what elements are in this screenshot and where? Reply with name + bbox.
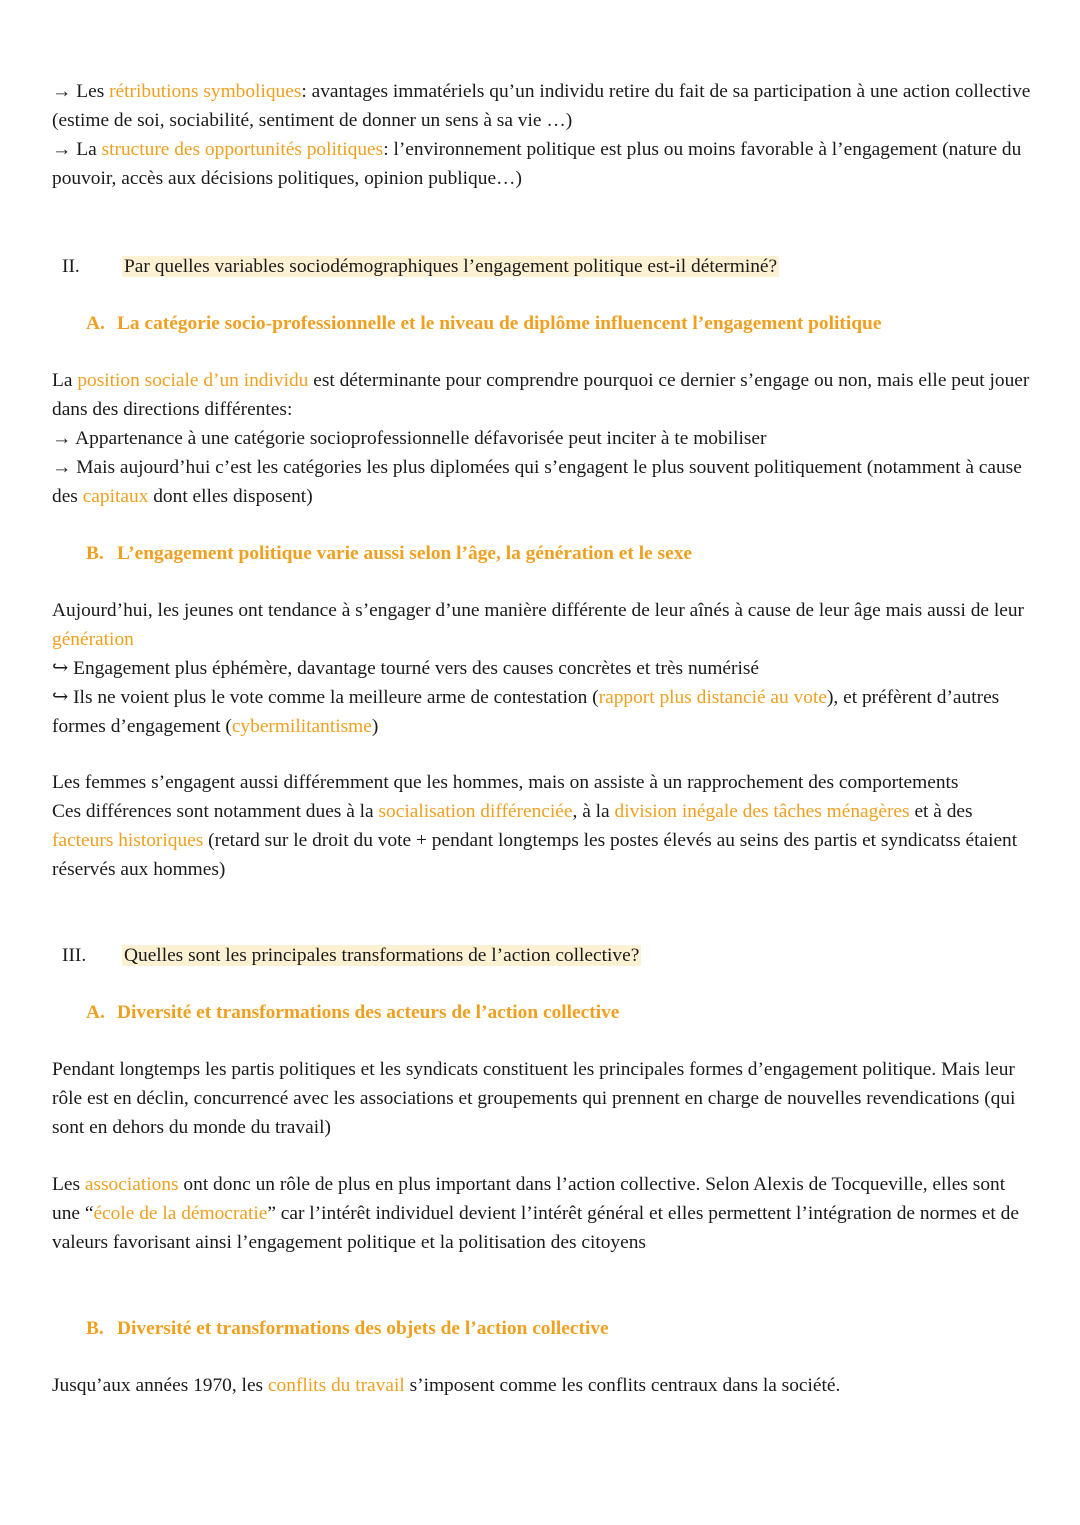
section-number: II. bbox=[62, 256, 80, 277]
intro-paragraph bbox=[52, 77, 1037, 193]
highlight-term: rapport plus distancié au vote bbox=[598, 687, 827, 708]
section-number: III. bbox=[62, 945, 87, 966]
symbolic-rewards-line: → Les rétributions symboliques: avantages immatériels qu’un individu retire du fait de sa participation à une action collective (estime de soi, sociabilité, sentiment de donner un sens à sa vie …) bbox=[52, 81, 1031, 131]
highlight-term: facteurs historiques bbox=[52, 830, 204, 851]
subsection-heading-3b bbox=[86, 1314, 609, 1343]
highlight-term: cybermilitantisme bbox=[231, 716, 372, 737]
subsection-title: La catégorie socio-professionnelle et le niveau de diplôme influencent l’engagement politique bbox=[117, 313, 882, 334]
subsection-number: A. bbox=[86, 1002, 105, 1023]
subsection-heading-2a bbox=[86, 309, 881, 338]
subsection-number: A. bbox=[86, 313, 105, 334]
highlight-term: école de la démocratie bbox=[93, 1203, 268, 1224]
actors-paragraph: Pendant longtemps les partis politiques et les syndicats constituent les principales formes d’engagement politique. Mais leur rôle est en déclin, concurrencé avec les associations et groupements qui prennent en charge de nouvelles revendications (qui sont en dehors du monde du travail) bbox=[52, 1059, 1016, 1138]
highlight-term: conflits du travail bbox=[267, 1375, 405, 1396]
section-heading-2 bbox=[58, 252, 779, 281]
section-heading-3 bbox=[58, 941, 641, 970]
subsection-number: B. bbox=[86, 1318, 104, 1339]
highlight-term: rétributions symboliques bbox=[109, 81, 302, 102]
youth-paragraph: Aujourd’hui, les jeunes ont tendance à s’engager d’une manière différente de leur aînés à cause de leur âge mais aussi de leur génération ↪ Engagement plus éphémère, davantage tourné vers des causes concrètes et très numérisé ↪ Ils ne voient plus le vote comme la meilleure arme de contestation (rapport plus distancié au vote), et préfèrent d’autres formes d’engagement (cybermilitantisme) bbox=[52, 596, 1037, 741]
highlight-term: capitaux bbox=[82, 486, 149, 507]
gender-paragraph: Les femmes s’engagent aussi différemment que les hommes, mais on assiste à un rapprochement des comportements Ces différences sont notamment dues à la socialisation différenciée, à la division inégale des tâches ménagères et à des facteurs historiques (retard sur le droit du vote + pendant longtemps les postes élevés au seins des partis et syndicatss étaient réservés aux hommes) bbox=[52, 772, 1018, 880]
subsection-number: B. bbox=[86, 543, 104, 564]
subsection-title: L’engagement politique varie aussi selon l’âge, la génération et le sexe bbox=[117, 543, 693, 564]
arrow-line: ↪ Engagement plus éphémère, davantage tourné vers des causes concrètes et très numérisé bbox=[52, 658, 760, 679]
section-title: Par quelles variables sociodémographiques l’engagement politique est-il déterminé? bbox=[124, 256, 778, 277]
arrow-line: ↪ Ils ne voient plus le vote comme la meilleure arme de contestation (rapport plus distancié au vote), et préfèrent d’autres formes d’engagement (cybermilitantisme) bbox=[52, 687, 1000, 737]
subsection-title: Diversité et transformations des acteurs de l’action collective bbox=[117, 1002, 620, 1023]
subsection-heading-3a bbox=[86, 998, 619, 1027]
highlight-term: structure des opportunités politiques bbox=[101, 139, 384, 160]
social-position-paragraph: La position sociale d’un individu est déterminante pour comprendre pourquoi ce dernier s’engage ou non, mais elle peut jouer dans des directions différentes: → Appartenance à une catégorie socioprofessionnelle défavorisée peut inciter à te mobiliser → Mais aujourd’hui c’est les catégories les plus diplomées qui s’engagent le plus souvent politiquement (notamment à cause des capitaux dont elles disposent) bbox=[52, 366, 1037, 511]
highlight-term: associations bbox=[84, 1174, 179, 1195]
subsection-heading-2b bbox=[86, 539, 692, 568]
associations-paragraph: Les associations ont donc un rôle de plus en plus important dans l’action collective. Selon Alexis de Tocqueville, elles sont une “école de la démocratie” car l’intérêt individuel devient l’intérêt général et elles permettent l’intégration de normes et de valeurs favorisant ainsi l’engagement politique et la politisation des citoyens bbox=[52, 1174, 1019, 1253]
highlight-term: socialisation différenciée bbox=[378, 801, 573, 822]
highlight-term: division inégale des tâches ménagères bbox=[614, 801, 910, 822]
arrow-line: → Mais aujourd’hui c’est les catégories les plus diplomées qui s’engagent le plus souvent politiquement (notamment à cause des capitaux dont elles disposent) bbox=[52, 457, 1022, 507]
labor-conflicts-paragraph: Jusqu’aux années 1970, les conflits du travail s’imposent comme les conflits centraux dans la société. bbox=[52, 1375, 841, 1396]
section-title: Quelles sont les principales transformations de l’action collective? bbox=[124, 945, 640, 966]
opportunity-structure-line: → La structure des opportunités politiques: l’environnement politique est plus ou moins favorable à l’engagement (nature du pouvoir, accès aux décisions politiques, opinion publique…) bbox=[52, 139, 1022, 189]
arrow-line: → Appartenance à une catégorie socioprofessionnelle défavorisée peut inciter à te mobiliser bbox=[52, 428, 767, 449]
highlight-term: génération bbox=[52, 629, 134, 650]
subsection-title: Diversité et transformations des objets de l’action collective bbox=[117, 1318, 609, 1339]
highlight-term: position sociale d’un individu bbox=[77, 370, 309, 391]
